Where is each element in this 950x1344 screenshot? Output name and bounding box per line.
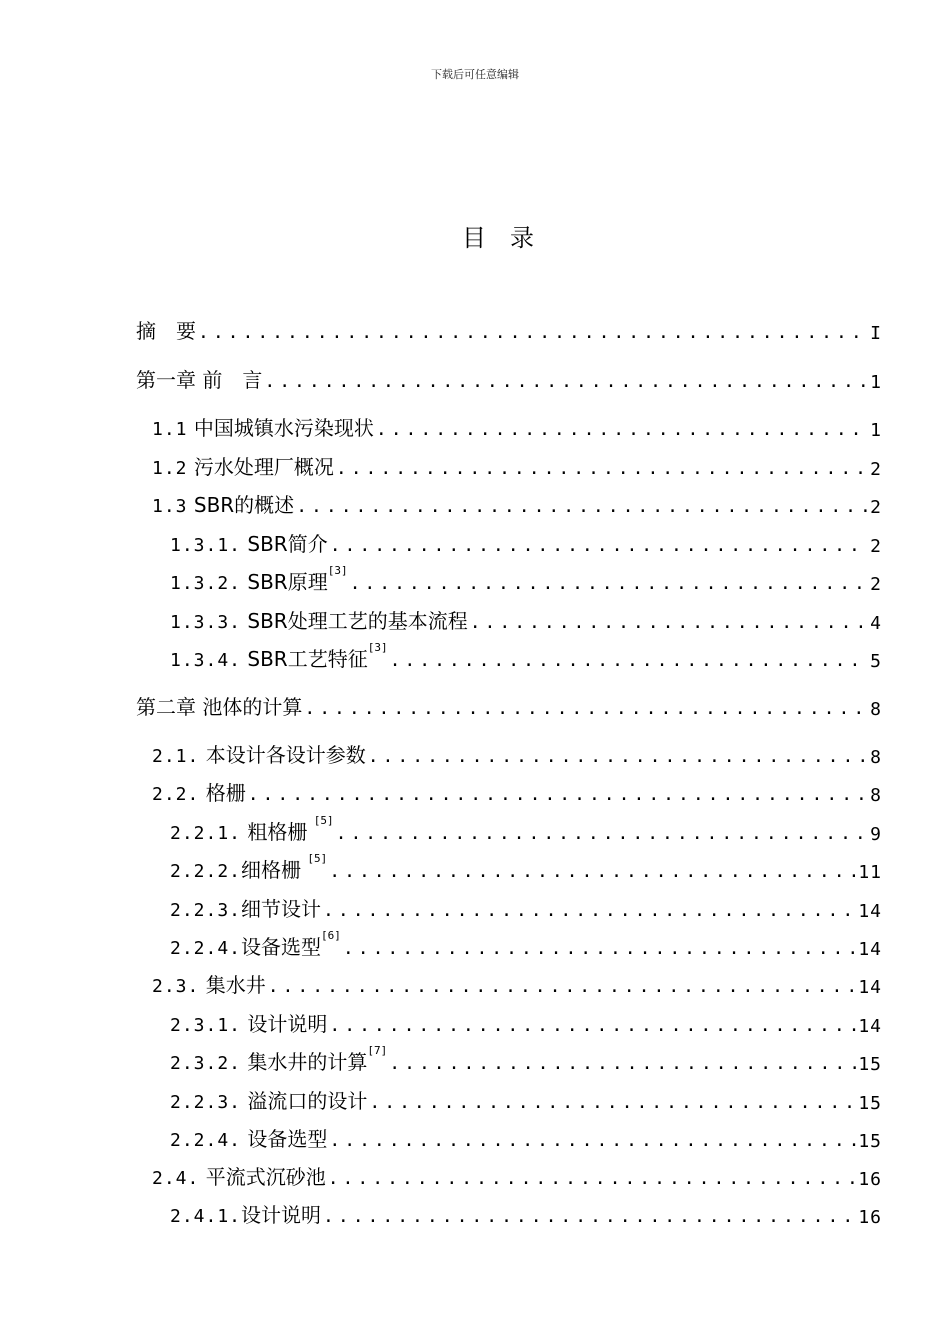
dot-leader [329,861,856,883]
toc-entry-number: 2.4. [152,1168,200,1189]
toc-entry-2-2-3[interactable] [170,892,882,922]
toc-entry-number: 2.2. [152,784,200,805]
toc-page-number: 16 [858,1207,882,1228]
dot-leader [470,612,868,634]
toc-entry-label: 细格栅 [241,858,308,882]
toc-entry-2-4-1[interactable] [170,1198,882,1228]
toc-entry-label: 中国城镇水污染现状 [187,416,374,440]
toc-entry-1-2[interactable] [152,450,882,480]
toc-entry-label: 设计说明 [241,1203,322,1227]
toc-entry-chapter-1[interactable] [136,363,882,393]
toc-entry-number: 2.2.4. [170,1130,242,1151]
toc-entry-number: 2.2.4. [170,938,242,959]
toc-entry-label: 格栅 [199,781,246,805]
toc-entry-number: 1.3 [152,496,188,517]
dot-leader [268,976,857,998]
toc-entry-label: 集水井 [199,973,266,997]
dot-leader [390,650,869,672]
toc-page-number: 9 [870,824,882,845]
citation-ref: [6] [321,930,341,942]
toc-entry-number: 2.3.1. [170,1015,242,1036]
toc-entry-2-3[interactable] [152,968,882,998]
toc-page-number: 2 [870,574,882,595]
toc-page-number: 8 [870,785,882,806]
toc-entry-2-2-4-equipment[interactable] [170,1122,882,1152]
toc-entry-number: 2.2.2. [170,861,242,882]
toc-page-number: 1 [870,420,882,441]
toc-page-number: 2 [870,497,882,518]
toc-entry-2-2-4[interactable] [170,930,882,960]
dot-leader [329,1130,856,1152]
dot-leader [328,1168,857,1190]
toc-page-number: 14 [858,977,882,998]
toc-entry-number: 1.2 [152,458,188,479]
toc-entry-number: 2.3.2. [170,1053,242,1074]
toc-page-number: 5 [870,651,882,672]
toc-entry-1-1[interactable] [152,411,882,441]
dot-leader [323,1206,856,1228]
toc-page-number: 15 [858,1131,882,1152]
toc-entry-number: 1.3.3. [170,612,242,633]
toc-entry-1-3-3[interactable] [170,604,882,634]
dot-leader [368,746,868,768]
toc-entry-label: 设备选型 [241,935,322,959]
toc-entry-label: SBR简介 [241,532,328,556]
toc-entry-2-1[interactable] [152,738,882,768]
toc-entry-label: 设计说明 [241,1012,328,1036]
toc-entry-label: 设备选型 [241,1127,328,1151]
toc-page-number: 8 [870,747,882,768]
toc-page-number: 1 [870,372,882,393]
dot-leader [323,900,856,922]
toc-entry-label: 集水井的计算 [241,1050,368,1074]
toc-entry-label: 污水处理厂概况 [187,455,334,479]
dot-leader [369,1092,856,1114]
citation-ref: [3] [367,642,388,654]
toc-page-number: 15 [858,1093,882,1114]
toc-page-number: 14 [858,901,882,922]
toc-page-number: I [870,323,882,344]
toc-entry-1-3-1[interactable] [170,527,882,557]
dot-leader [304,698,868,720]
toc-entry-number: 1.3.2. [170,573,242,594]
toc-entry-number: 1.3.4. [170,650,242,671]
toc-page-number: 15 [858,1054,882,1075]
dot-leader [336,823,869,845]
toc-entry-number: 2.1. [152,746,200,767]
dot-leader [389,1053,856,1075]
toc-entry-1-3[interactable] [152,488,882,518]
toc-entry-2-4[interactable] [152,1160,882,1190]
toc-entry-label: 溢流口的设计 [241,1089,368,1113]
toc-entry-2-2-2[interactable] [170,853,882,883]
toc-page-number: 4 [870,613,882,634]
toc-entry-chapter-2[interactable] [136,690,882,720]
toc-entry-label: SBR处理工艺的基本流程 [241,609,468,633]
citation-ref: [5] [313,815,334,827]
dot-leader [343,938,856,960]
toc-entry-number: 1.1 [152,419,188,440]
toc-page-number: 14 [858,1016,882,1037]
toc-entry-label: SBR原理 [241,570,328,594]
toc-entry-label: 粗格栅 [241,820,314,844]
toc-page-number: 11 [858,862,882,883]
toc-entry-label: SBR的概述 [187,493,295,517]
toc-entry-label: 平流式沉砂池 [199,1165,326,1189]
toc-title: 目录 [462,224,558,252]
toc-entry-number: 2.2.3. [170,1092,242,1113]
citation-ref: [5] [307,853,328,865]
dot-leader [330,535,868,557]
toc-entry-1-3-4[interactable] [170,642,882,672]
toc-entry-2-2-1[interactable] [170,815,882,845]
toc-page-number: 2 [870,536,882,557]
toc-entry-label: 第二章 池体的计算 [136,695,303,719]
dot-leader [350,573,869,595]
dot-leader [264,371,868,393]
dot-leader [248,784,868,806]
toc-entry-number: 2.2.3. [170,900,242,921]
toc-entry-number: 2.3. [152,976,200,997]
toc-entry-2-3-2[interactable] [170,1045,882,1075]
toc-entry-number: 2.4.1. [170,1206,242,1227]
dot-leader [336,458,868,480]
toc-page-number: 16 [858,1169,882,1190]
dot-leader [376,419,868,441]
toc-entry-1-3-2[interactable] [170,565,882,595]
toc-page-number: 2 [870,459,882,480]
toc-entry-label: 摘 要 [136,319,196,343]
toc-entry-abstract[interactable] [136,314,882,344]
dot-leader [296,496,868,518]
toc-entry-label: 细节设计 [241,897,322,921]
toc-entry-2-2-3-overflow[interactable] [170,1084,882,1114]
toc-page-number: 14 [858,939,882,960]
dot-leader [329,1015,856,1037]
dot-leader [198,322,868,344]
citation-ref: [3] [327,565,348,577]
header-note: 下载后可任意编辑 [431,68,519,81]
toc-entry-number: 1.3.1. [170,535,242,556]
citation-ref: [7] [367,1045,388,1057]
toc-entry-label: 第一章 前 言 [136,368,263,392]
toc-entry-label: SBR工艺特征 [241,647,368,671]
toc-entry-label: 本设计各设计参数 [199,743,366,767]
toc-entry-2-2[interactable] [152,776,882,806]
toc-entry-number: 2.2.1. [170,823,242,844]
toc-page-number: 8 [870,699,882,720]
toc-entry-2-3-1[interactable] [170,1007,882,1037]
